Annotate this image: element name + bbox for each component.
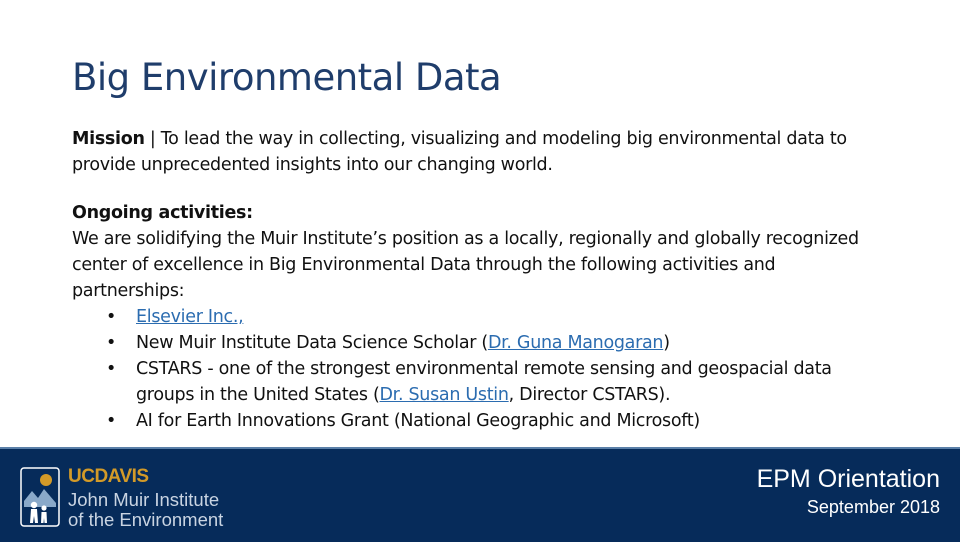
list-item (106, 356, 892, 408)
bullet-text: New Muir Institute Data Science Scholar ( (136, 333, 488, 353)
bullet-text: ) (663, 333, 670, 353)
ucdavis-wordmark: UCDAVIS (68, 466, 149, 487)
activities-list (72, 304, 892, 434)
event-title: EPM Orientation (756, 465, 940, 493)
bullet-icon: • (106, 333, 117, 353)
list-item (106, 304, 892, 330)
institute-name-line1: John Muir Institute (68, 489, 220, 510)
list-item (106, 330, 892, 356)
bullet-icon: • (106, 411, 117, 431)
ongoing-activities (72, 200, 892, 434)
list-item (106, 408, 892, 434)
elsevier-link[interactable]: Elsevier Inc., (136, 307, 244, 327)
bullet-icon: • (106, 359, 117, 379)
event-date: September 2018 (806, 497, 940, 517)
mission-separator: | (144, 129, 161, 149)
footer-event-info (757, 463, 940, 519)
footer-bar (0, 447, 960, 542)
ongoing-intro: We are solidifying the Muir Institute’s position as a locally, regionally and globally recognized center of excellence in Big Environmental Data through the following activities and partnerships: (72, 229, 859, 301)
bullet-text: AI for Earth Innovations Grant (National Geographic and Microsoft) (136, 411, 700, 431)
bullet-text: , Director CSTARS). (508, 385, 671, 405)
susan-ustin-link[interactable]: Dr. Susan Ustin (379, 385, 509, 405)
guna-manogaran-link[interactable]: Dr. Guna Manogaran (487, 333, 664, 353)
mission-text: To lead the way in collecting, visualizing and modeling big environmental data to provide unprecedented insights into our changing world. (72, 129, 847, 175)
bullet-icon: • (106, 307, 117, 327)
slide-body (72, 126, 892, 434)
muir-logo-icon (20, 467, 60, 527)
mission-label: Mission (72, 129, 145, 149)
bullet-text: CSTARS - one of the strongest environmental remote sensing and geospacial data groups in the United States ( (136, 359, 832, 405)
institute-name-line2: of the Environment (68, 509, 224, 530)
ongoing-heading: Ongoing activities: (72, 203, 253, 223)
slide-title: Big Environmental Data (72, 56, 502, 99)
mission-statement (72, 126, 892, 178)
